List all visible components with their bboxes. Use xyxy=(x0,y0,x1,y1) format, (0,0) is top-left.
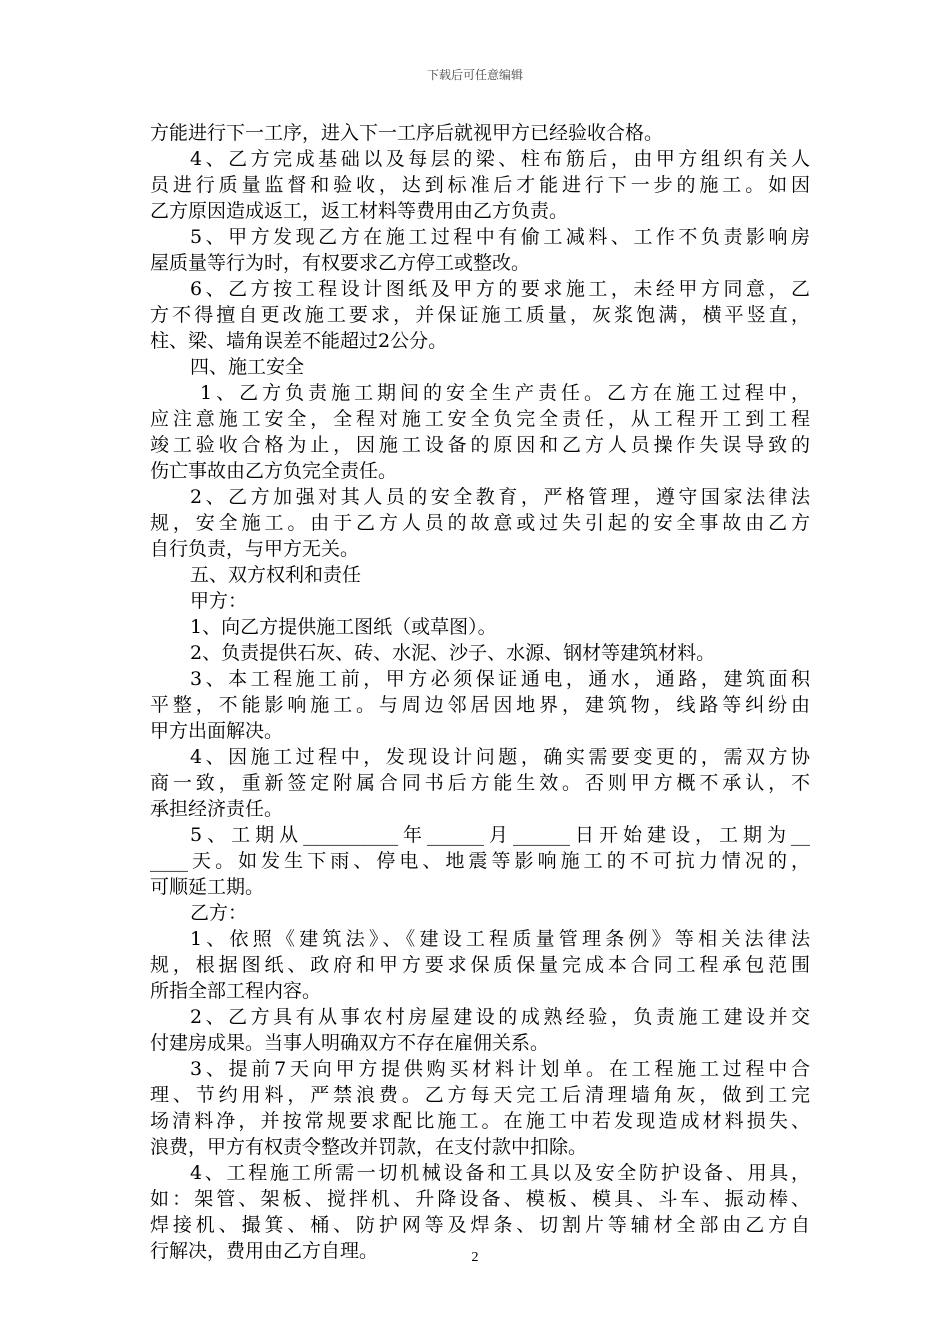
paragraph-line: 乙方原因造成返工，返工材料等费用由乙方负责。 xyxy=(150,200,569,222)
paragraph-line: 规，安全施工。由于乙方人员的故意或过失引起的安全事故由乙方 xyxy=(150,512,810,534)
party-heading: 甲方： xyxy=(190,590,248,612)
paragraph-line: ____天。如发生下雨、停电、地震等影响施工的不可抗力情况的， xyxy=(150,850,810,872)
paragraph-line: 焊接机、撮箕、桶、防护网等及焊条、切割片等辅材全部由乙方自 xyxy=(150,1214,810,1236)
paragraph-line: 浪费，甲方有权责令整改并罚款，在支付款中扣除。 xyxy=(150,1136,588,1158)
paragraph-line: 伤亡事故由乙方负完全责任。 xyxy=(150,460,398,482)
paragraph-line: 2、乙方具有从事农村房屋建设的成熟经验，负责施工建设并交 xyxy=(190,1006,810,1028)
paragraph-line: 方不得擅自更改施工要求，并保证施工质量，灰浆饱满，横平竖直， xyxy=(150,304,810,326)
paragraph-line: 屋质量等行为时，有权要求乙方停工或整改。 xyxy=(150,252,531,274)
paragraph-line: 1、依照《建筑法》、《建设工程质量管理条例》等相关法律法 xyxy=(190,928,810,950)
paragraph-line: 场清料净，并按常规要求配比施工。在施工中若发现造成材料损失、 xyxy=(150,1110,810,1132)
paragraph-line: 3、本工程施工前，甲方必须保证通电，通水，通路，建筑面积 xyxy=(190,668,810,690)
paragraph-line: 付建房成果。当事人明确双方不存在雇佣关系。 xyxy=(150,1032,550,1054)
paragraph-line: 1、乙方负责施工期间的安全生产责任。乙方在施工过程中， xyxy=(200,382,810,404)
page-header: 下载后可任意编辑 xyxy=(426,68,523,82)
paragraph-line: 方能进行下一工序，进入下一工序后就视甲方已经验收合格。 xyxy=(150,122,664,144)
section-heading: 四、施工安全 xyxy=(190,356,305,378)
paragraph-line: 3、提前7天向甲方提供购买材料计划单。在工程施工过程中合 xyxy=(190,1058,810,1080)
paragraph-line: 承担经济责任。 xyxy=(150,798,284,820)
paragraph-line: 4、乙方完成基础以及每层的梁、柱布筋后，由甲方组织有关人 xyxy=(190,148,810,170)
paragraph-line: 行解决，费用由乙方自理。 xyxy=(150,1240,379,1262)
paragraph-line: 4、因施工过程中，发现设计问题，确实需要变更的，需双方协 xyxy=(190,746,810,768)
page-number: 2 xyxy=(471,1250,479,1265)
paragraph-line: 2、乙方加强对其人员的安全教育，严格管理，遵守国家法律法 xyxy=(190,486,810,508)
paragraph-line: 理、节约用料，严禁浪费。乙方每天完工后清理墙角灰，做到工完 xyxy=(150,1084,810,1106)
paragraph-line: 自行负责，与甲方无关。 xyxy=(150,538,360,560)
paragraph-line: 员进行质量监督和验收，达到标准后才能进行下一步的施工。如因 xyxy=(150,174,810,196)
paragraph-line: 竣工验收合格为止，因施工设备的原因和乙方人员操作失误导致的 xyxy=(150,434,810,456)
paragraph-line: 5、甲方发现乙方在施工过程中有偷工减料、工作不负责影响房 xyxy=(190,226,810,248)
paragraph-line: 平整，不能影响施工。与周边邻居因地界，建筑物，线路等纠纷由 xyxy=(150,694,810,716)
section-heading: 五、双方权利和责任 xyxy=(190,564,362,586)
paragraph-line: 柱、梁、墙角误差不能超过2公分。 xyxy=(150,330,448,352)
document-body xyxy=(150,120,810,1264)
paragraph-line: 应注意施工安全，全程对施工安全负完全责任，从工程开工到工程 xyxy=(150,408,810,430)
paragraph-line: 所指全部工程内容。 xyxy=(150,980,322,1002)
paragraph-line: 规，根据图纸、政府和甲方要求保质保量完成本合同工程承包范围 xyxy=(150,954,810,976)
paragraph-line: 2、负责提供石灰、砖、水泥、沙子、水源、钢材等建筑材料。 xyxy=(190,642,716,664)
paragraph-line: 5、工期从__________年______月______日开始建设，工期为__ xyxy=(190,824,810,846)
paragraph-line: 4、工程施工所需一切机械设备和工具以及安全防护设备、用具， xyxy=(190,1162,810,1184)
paragraph-line: 商一致，重新签定附属合同书后方能生效。否则甲方概不承认，不 xyxy=(150,772,810,794)
paragraph-line: 6、乙方按工程设计图纸及甲方的要求施工，未经甲方同意，乙 xyxy=(190,278,810,300)
paragraph-line: 可顺延工期。 xyxy=(150,876,265,898)
paragraph-line: 1、向乙方提供施工图纸（或草图）。 xyxy=(190,616,497,638)
paragraph-line: 甲方出面解决。 xyxy=(150,720,284,742)
paragraph-line: 如：架管、架板、搅拌机、升降设备、模板、模具、斗车、振动棒、 xyxy=(150,1188,810,1210)
party-heading: 乙方： xyxy=(190,902,248,924)
